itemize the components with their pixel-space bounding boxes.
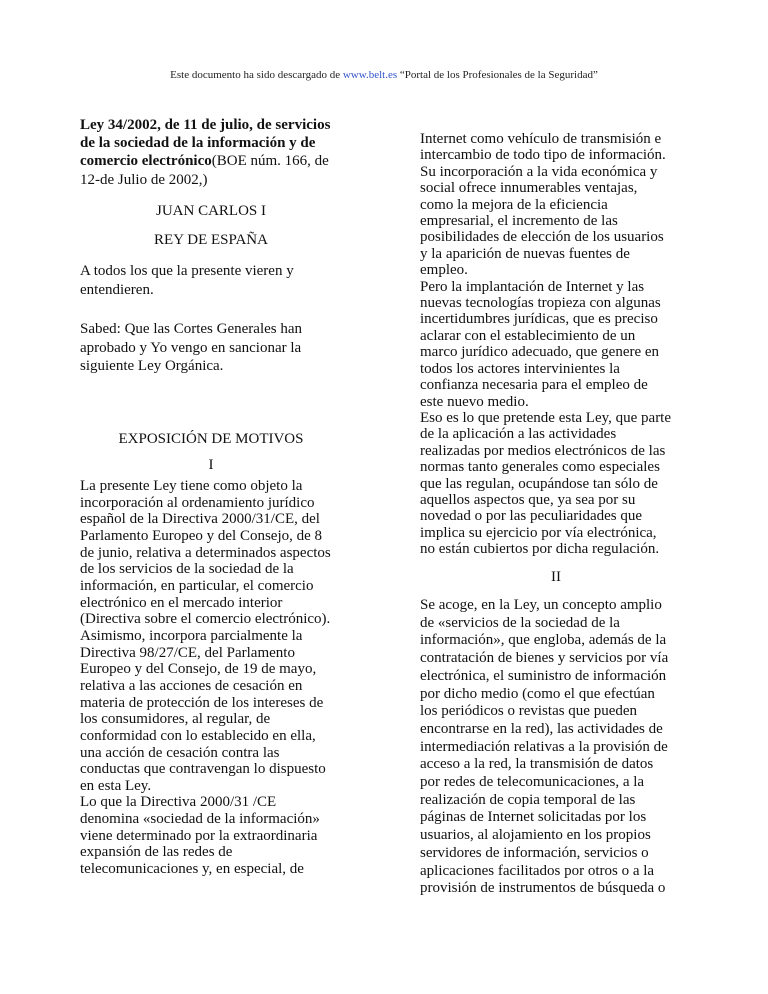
text-line: realización de copia temporal de las: [420, 791, 636, 808]
text-line: como la mejora de la eficiencia: [420, 196, 608, 213]
text-line: incertidumbres jurídicas, que es preciso: [420, 311, 658, 328]
text-line: los periódicos o revistas que pueden: [420, 703, 638, 720]
text-line: este nuevo medio.: [420, 393, 529, 410]
text-line: de los servicios de la sociedad de la: [80, 561, 294, 578]
text-line: A todos los que la presente vieren y: [80, 263, 294, 279]
text-line: contratación de bienes y servicios por vía: [420, 650, 669, 667]
text-line: Europeo y del Consejo, de 19 de mayo,: [80, 661, 317, 678]
king-name: JUAN CARLOS I: [155, 203, 266, 219]
text-line: confianza necesaria para el empleo de: [420, 377, 648, 394]
text-line: aprobado y Yo vengo en sancionar la: [80, 339, 302, 356]
text-line: empleo.: [420, 262, 468, 279]
text-line: servidores de información, servicios o: [420, 844, 649, 861]
text-line: y la aparición de nuevas fuentes de: [420, 245, 630, 262]
text-line: realizadas por medios electrónicos de las: [420, 442, 666, 459]
text-line: conformidad con lo establecido en ella,: [80, 727, 316, 744]
text-line: usuarios, al alojamiento en los propios: [420, 827, 651, 844]
text-line: Eso es lo que pretende esta Ley, que parte: [420, 409, 672, 426]
law-title: [80, 116, 330, 189]
text-line: normas tanto generales como especiales: [420, 459, 660, 476]
text-line: información», que engloba, además de la: [420, 632, 667, 649]
chapter-number: I: [208, 457, 214, 473]
text-line: los consumidores, al regular, de: [80, 711, 271, 728]
boe-reference: (BOE núm. 166, de: [211, 153, 329, 170]
text-line: provisión de instrumentos de búsqueda o: [420, 880, 666, 897]
text-line: telecomunicaciones y, en especial, de: [80, 861, 304, 878]
paragraph: [420, 597, 668, 898]
text-line: de «servicios de la sociedad de la: [420, 614, 620, 631]
text-line: (Directiva sobre el comercio electrónico).: [80, 611, 331, 628]
text-line: empresarial, el incremento de las: [420, 213, 618, 230]
text-line: novedad o por las peculiaridades que: [420, 508, 643, 525]
text-line: acceso a la red, la transmisión de datos: [420, 756, 654, 773]
text-line: que las regulan, ocupándose tan sólo de: [420, 475, 658, 492]
text-line: intermediación relativas a la provisión de: [420, 738, 668, 755]
text-line: expansión de las redes de: [80, 844, 233, 861]
text-line: páginas de Internet solicitadas por los: [420, 809, 647, 826]
section-heading: EXPOSICIÓN DE MOTIVOS: [118, 431, 304, 447]
belt-link[interactable]: www.belt.es: [342, 69, 398, 81]
paragraph: [80, 478, 331, 878]
text-line: social ofrece innumerables ventajas,: [420, 180, 638, 197]
chapter-number: II: [551, 569, 561, 585]
download-notice: [0, 68, 768, 82]
text-line: Directiva 98/27/CE, del Parlamento: [80, 644, 295, 661]
title-date: 12-de Julio de 2002,): [80, 171, 208, 188]
text-line: implica su ejercicio por vía electrónica,: [420, 524, 657, 541]
text-line: Lo que la Directiva 2000/31 /CE: [80, 794, 277, 811]
text-line: Parlamento Europeo y del Consejo, de 8: [80, 527, 323, 544]
text-line: aclarar con el establecimiento de un: [420, 327, 636, 344]
text-line: aplicaciones facilitados por otros o a la: [420, 862, 655, 879]
text-line: materia de protección de los intereses de: [80, 694, 324, 711]
text-line: de junio, relativa a determinados aspectos: [80, 544, 331, 561]
text-line: una acción de cesación contra las: [80, 744, 280, 761]
title-line: Ley 34/2002, de 11 de julio, de servicios: [80, 117, 331, 133]
text-line: Se acoge, en la Ley, un concepto amplio: [420, 597, 662, 613]
text-line: información, en particular, el comercio: [80, 577, 314, 594]
text-line: en esta Ley.: [80, 777, 152, 794]
text-line: encontrarse en la red), las actividades de: [420, 720, 663, 737]
text-line: español de la Directiva 2000/31/CE, del: [80, 511, 320, 528]
text-line: relativa a las acciones de cesación en: [80, 677, 303, 694]
text-line: Sabed: Que las Cortes Generales han: [80, 321, 303, 337]
text-line: nuevas tecnologías tropieza con algunas: [420, 295, 661, 312]
paragraph: [80, 262, 294, 299]
text-line: marco jurídico adecuado, que genere en: [420, 344, 660, 361]
text-line: denomina «sociedad de la información»: [80, 811, 320, 828]
text-line: La presente Ley tiene como objeto la: [80, 478, 303, 494]
text-line: por redes de telecomunicaciones, a la: [420, 774, 645, 791]
text-line: conductas que contravengan lo dispuesto: [80, 761, 326, 778]
text-line: aquellos aspectos que, ya sea por su: [420, 491, 636, 508]
text-line: siguiente Ley Orgánica.: [80, 358, 224, 375]
notice-suffix: “Portal de los Profesionales de la Seguridad”: [399, 69, 598, 81]
text-line: Internet como vehículo de transmisión e: [420, 131, 662, 147]
text-line: todos los actores intervinientes la: [420, 360, 620, 377]
text-line: Pero la implantación de Internet y las: [420, 278, 645, 295]
text-line: Asimismo, incorpora parcialmente la: [80, 627, 303, 644]
title-line: de la sociedad de la información y de: [80, 135, 316, 152]
text-line: de la aplicación a las actividades: [420, 426, 617, 443]
king-title: REY DE ESPAÑA: [154, 232, 268, 248]
text-line: Su incorporación a la vida económica y: [420, 163, 658, 180]
text-line: viene determinado por la extraordinaria: [80, 827, 318, 844]
text-line: posibilidades de elección de los usuarios: [420, 229, 664, 246]
text-line: entendieren.: [80, 281, 154, 298]
paragraph: [420, 131, 671, 558]
text-line: incorporación al ordenamiento jurídico: [80, 494, 315, 511]
text-line: por dicho medio (como el que efectúan: [420, 685, 655, 702]
title-line: comercio electrónico: [80, 153, 212, 170]
text-line: electrónico en el mercado interior: [80, 594, 283, 611]
notice-prefix: Este documento ha sido descargado de: [170, 69, 341, 81]
text-line: electrónica, el suministro de información: [420, 667, 667, 684]
paragraph: [80, 320, 302, 376]
text-line: no están cubiertos por dicha regulación.: [420, 541, 660, 558]
text-line: intercambio de todo tipo de información.: [420, 147, 666, 164]
